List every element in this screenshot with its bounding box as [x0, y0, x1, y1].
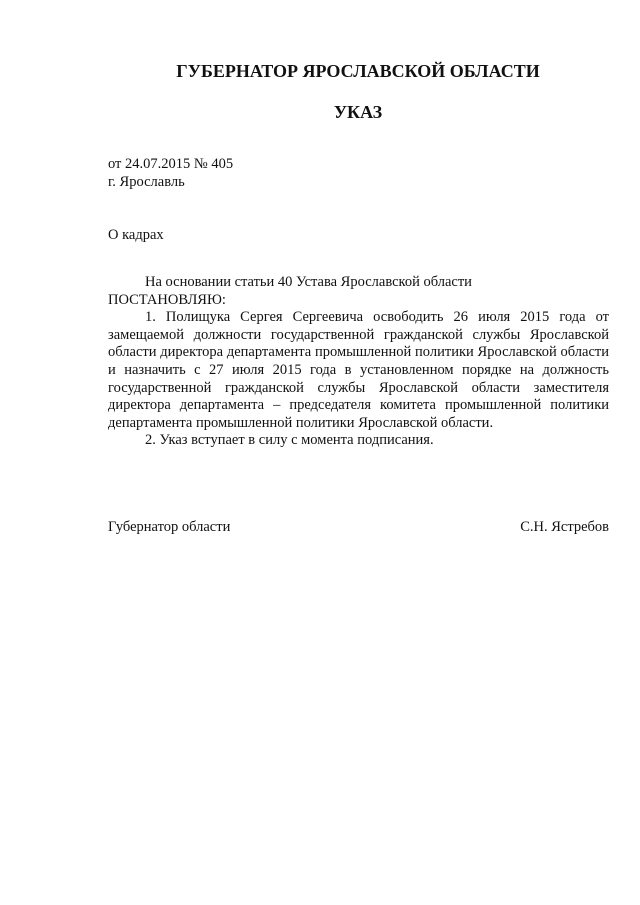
item-2-paragraph: 2. Указ вступает в силу с момента подписания. — [145, 432, 434, 449]
legal-basis-paragraph: На основании статьи 40 Устава Ярославской области — [145, 274, 472, 290]
document-body — [108, 274, 609, 450]
date-and-number: от 24.07.2015 № 405 — [108, 156, 234, 172]
issuing-authority-heading: ГУБЕРНАТОР ЯРОСЛАВСКОЙ ОБЛАСТИ — [176, 61, 540, 81]
signatory-position: Губернатор области — [108, 519, 231, 535]
document-subject: О кадрах — [108, 227, 164, 243]
item-1-paragraph: 1. Полищука Сергея Сергеевича освободить 26 июля 2015 года от замещаемой должности государственной гражданской службы Ярославской области директора департамента промышленной политики Ярославской области и назначить с 27 июля 2015 года в установленном порядке на должность государственной гражданской службы Ярославской области заместителя директора департамента – председателя комитета промышленной политики департамента промышленной политики Ярославской области. — [108, 309, 609, 431]
signatory-name: С.Н. Ястребов — [520, 519, 609, 535]
signature-block — [108, 518, 609, 536]
decree-word: ПОСТАНОВЛЯЮ: — [108, 291, 226, 308]
place-of-issue: г. Ярославль — [108, 174, 185, 190]
document-type-heading: УКАЗ — [333, 102, 383, 122]
